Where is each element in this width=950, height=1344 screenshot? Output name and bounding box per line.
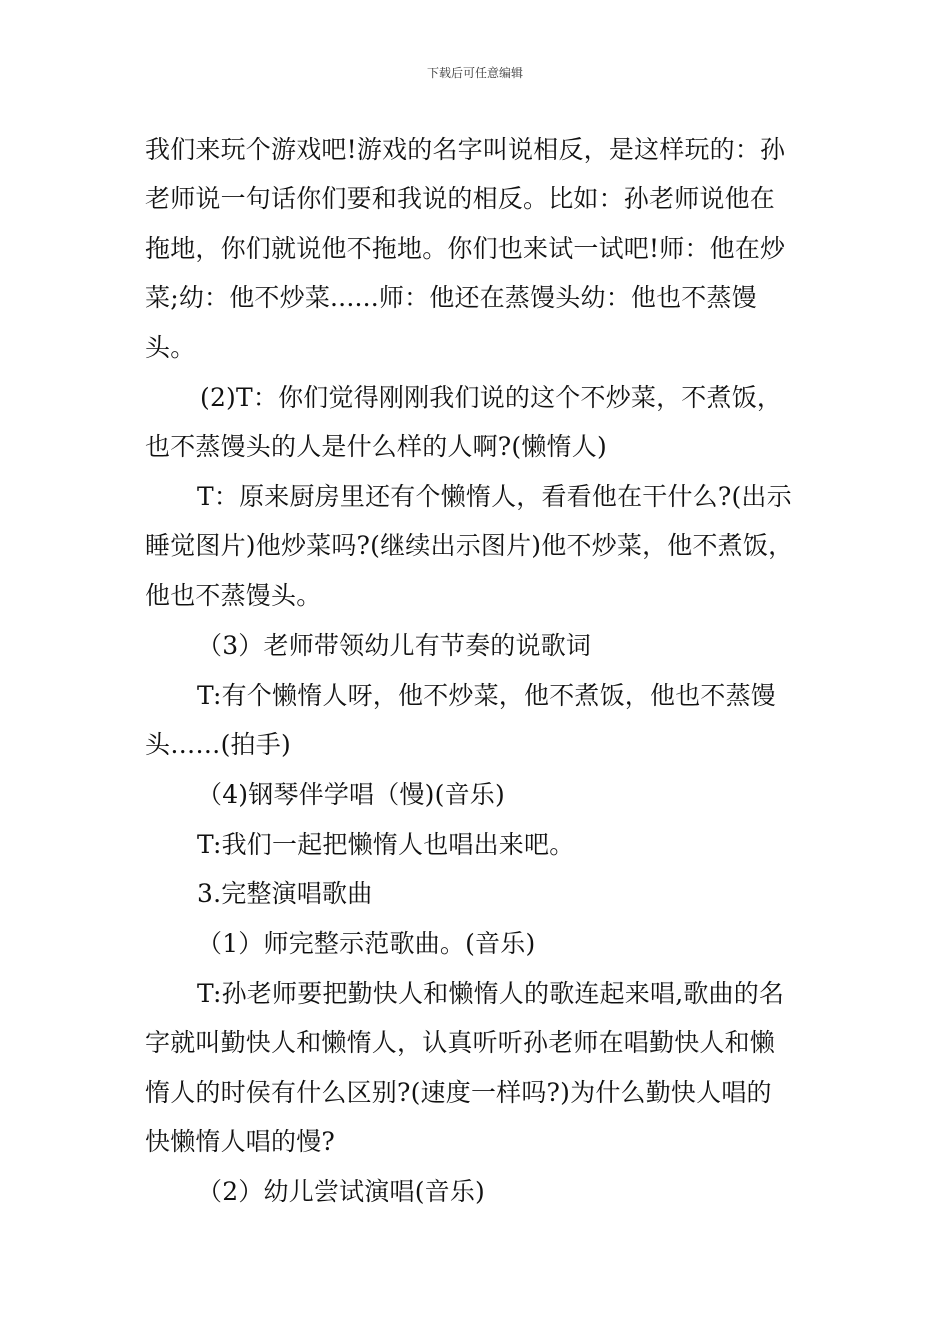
paragraph-line: 拖地，你们就说他不拖地。你们也来试一试吧!师：他在炒 [145,234,786,263]
paragraph-line: 也不蒸馒头的人是什么样的人啊?(懒惰人) [145,432,607,461]
paragraph-line: (2)T：你们觉得刚刚我们说的这个不炒菜，不煮饭， [200,383,783,412]
paragraph-line: （2）幼儿尝试演唱(音乐) [197,1177,486,1206]
paragraph-line: 头。 [145,333,196,362]
paragraph-line: 快懒惰人唱的慢? [145,1127,336,1156]
paragraph-line: 惰人的时侯有什么区别?(速度一样吗?)为什么勤快人唱的 [145,1078,772,1107]
paragraph-line: 字就叫勤快人和懒惰人，认真听听孙老师在唱勤快人和懒 [145,1028,776,1057]
paragraph-line: T:孙老师要把勤快人和懒惰人的歌连起来唱,歌曲的名 [197,979,785,1008]
section-heading: 3.完整演唱歌曲 [197,879,373,908]
paragraph-line: 睡觉图片)他炒菜吗?(继续出示图片)他不炒菜，他不煮饭， [145,531,794,560]
paragraph-line: （4)钢琴伴学唱（慢)(音乐) [197,780,505,809]
paragraph-line: 菜;幼：他不炒菜......师：他还在蒸馒头幼：他也不蒸馒 [145,283,757,312]
paragraph-line: 我们来玩个游戏吧!游戏的名字叫说相反，是这样玩的：孙 [145,135,786,164]
paragraph-line: （1）师完整示范歌曲。(音乐) [197,929,536,958]
paragraph-line: （3）老师带领幼儿有节奏的说歌词 [197,631,592,660]
paragraph-line: T:有个懒惰人呀，他不炒菜，他不煮饭，他也不蒸馒 [197,681,777,710]
paragraph-line: T:我们一起把懒惰人也唱出来吧。 [197,830,575,859]
paragraph-line: 头……(拍手) [145,730,291,759]
paragraph-line: 老师说一句话你们要和我说的相反。比如：孙老师说他在 [145,184,776,213]
paragraph-line: 他也不蒸馒头。 [145,581,322,610]
paragraph-line: T：原来厨房里还有个懒惰人，看看他在干什么?(出示 [197,482,792,511]
page-header: 下载后可任意编辑 [426,66,523,80]
